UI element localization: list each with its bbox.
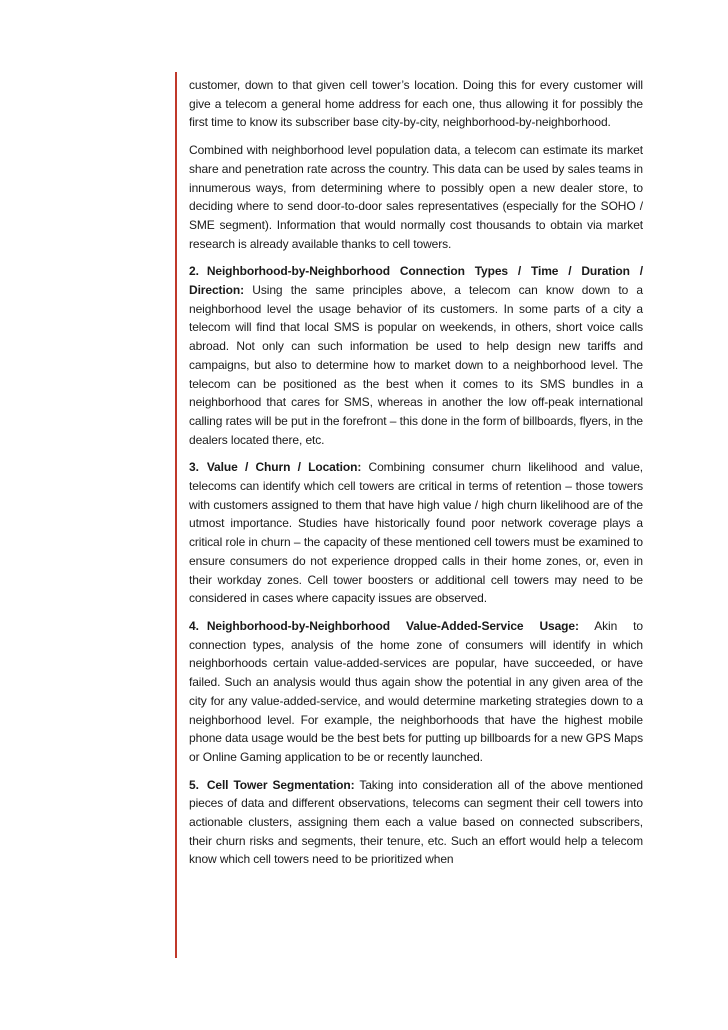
section-3-text: Combining consumer churn likelihood and value, telecoms can identify which cell towers are critical in terms of retention – those towers with customers assigned to them that have high value / high churn likelihood are of the utmost importance. Studies have historically found poor network coverage plays a critical role in churn – the capacity of these mentioned cell towers must be examined to ensure consumers do not experience dropped calls in their home zones, or, even in their workday zones. Cell tower boosters or additional cell towers may need to be considered in cases where capacity issues are observed.: [189, 460, 644, 606]
paragraph-2-text: Combined with neighborhood level population data, a telecom can estimate its market share and penetration rate across the country. This data can be used by sales teams in innumerous ways, from determining where to possibly open a new dealer store, to deciding where to send door-to-door sales representatives (especially for the SOHO / SME segment). Information that would normally cost thousands to obtain via market research is already available thanks to cell towers.: [189, 143, 643, 251]
section-4-number: 4.: [189, 618, 199, 633]
paragraph-1: [189, 76, 643, 132]
section-2-heading: Neighborhood-by-Neighborhood Connection Types / Time / Duration / Direction:: [189, 264, 643, 298]
paragraph-2: [189, 141, 643, 253]
section-2-number: 2.: [189, 264, 199, 279]
section-5-text: Taking into consideration all of the above mentioned pieces of data and different observations, telecoms can segment their cell towers into actionable clusters, assigning them each a value based on connected subscribers, their churn risks and segments, their tenure, etc. Such an effort would help a telecom know which cell towers need to be prioritized when: [189, 777, 643, 867]
section-4-text: Akin to connection types, analysis of the home zone of consumers will identify in which neighborhoods certain value-added-services are popular, have succeeded, or have failed. Such an analysis would thus again show the potential in any given area of the city for any value-added-service, and would determine marketing strategies down to a neighborhood level. For example, the neighborhoods that have the highest mobile phone data usage would be the best bets for putting up billboards for a new GPS Maps or Online Gaming application to be or recently launched.: [189, 618, 643, 764]
section-2-text: Using the same principles above, a telecom can know down to a neighborhood level the usage behavior of its customers. In some parts of a city a telecom will find that local SMS is popular on weekends, in others, short voice calls abroad. Not only can such information be used to help design new tariffs and campaigns, but also to determine how to market down to a neighborhood level. The telecom can be positioned as the best when it comes to its SMS bundles in a neighborhood that cares for SMS, whereas in another the low off-peak international calling rates will be put in the forefront – this done in the form of billboards, flyers, in the dealers located there, etc.: [189, 283, 644, 447]
page-margin-line: [175, 72, 177, 958]
document-body: [189, 76, 643, 878]
section-4-heading: Neighborhood-by-Neighborhood Value-Added-Service Usage:: [206, 618, 579, 633]
section-5-cell-tower-segmentation: [189, 776, 643, 870]
section-4-vas-usage: [189, 617, 643, 767]
section-3-number: 3.: [189, 460, 199, 475]
section-3-value-churn-location: [189, 458, 643, 608]
section-2-connection-types: [189, 262, 643, 449]
paragraph-1-text: customer, down to that given cell tower’s location. Doing this for every customer will give a telecom a general home address for each one, thus allowing it for possibly the first time to know its subscriber base city-by-city, neighborhood-by-neighborhood.: [189, 78, 643, 130]
section-5-number: 5.: [189, 777, 199, 792]
section-3-heading: Value / Churn / Location:: [206, 460, 362, 475]
section-5-heading: Cell Tower Segmentation:: [206, 777, 355, 792]
